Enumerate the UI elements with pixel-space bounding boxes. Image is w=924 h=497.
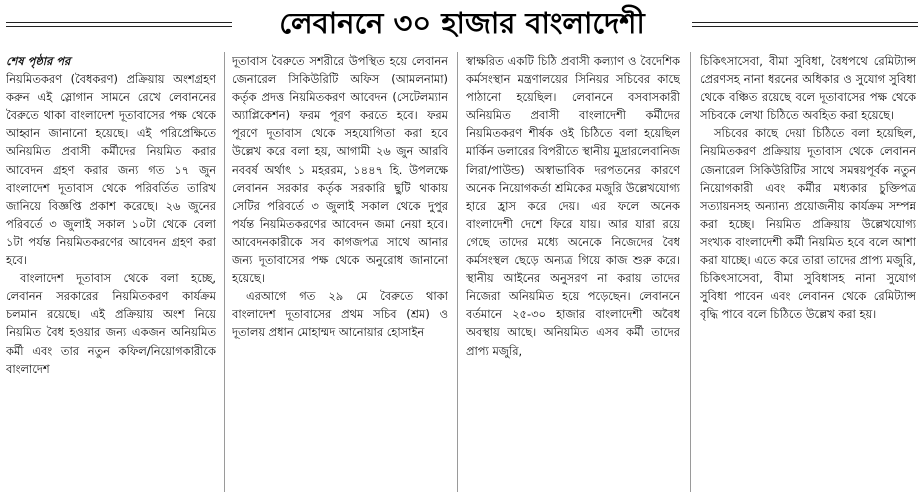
headline-rule-right	[692, 22, 918, 23]
article-column-3	[466, 52, 680, 492]
continued-from-kicker: শেষ পৃষ্ঠার পর	[6, 54, 71, 68]
headline-rule-right-lower	[692, 26, 918, 27]
column-divider	[224, 52, 225, 492]
column-divider	[690, 52, 691, 492]
column-4-paragraph-1: চিকিৎসাসেবা, বীমা সুবিধা, বৈধপথে রেমিট্যান্স প্রেরণসহ নানা ধরনের অধিকার ও সুযোগ সুবিধা থেকে বঞ্চিত রয়েছে বলে দূতাবাসের পক্ষ থেকে সচিবকে লেখা চিঠিতে অবহিত করা হয়েছে।	[700, 54, 916, 123]
headline-rule-left	[6, 22, 232, 23]
headline-rule-left-lower	[6, 26, 232, 27]
headline-bar	[0, 0, 924, 46]
article-column-4	[700, 52, 916, 492]
column-2-paragraph-2: এরআগে গত ২৯ মে বৈরুতে থাকা বাংলাদেশ দূতাবাসের প্রথম সচিব (শ্রম) ও দূতালয় প্রধান মোহাম্মদ আনোয়ার হোসাইন	[232, 289, 448, 340]
column-1-paragraph-2: বাংলাদেশ দূতাবাস থেকে বলা হচ্ছে, লেবানন সরকারের নিয়মিতকরণ কার্যক্রম চলমান রয়েছে। এই প্রক্রিয়ায় অংশ নিয়ে নিয়মিত বৈধ হওয়ার জন্য একজন অনিয়মিত কর্মী এবং তার নতুন কফিল/নিয়োগকারীকে বাংলাদেশ	[6, 271, 216, 376]
article-column-2	[232, 52, 448, 492]
column-1-paragraph-1: নিয়মিতকরণ (বৈধকরণ) প্রক্রিয়ায় অংশগ্রহণ করুন এই স্লোগান সামনে রেখে লেবাননের বৈরুতে থাকা বাংলাদেশ দূতাবাসের পক্ষ থেকে আহ্বান জানানো হয়েছে। এই পরিপ্রেক্ষিতে অনিয়মিত প্রবাসী কর্মীদের নিয়মিত করার আবেদন গ্রহণ করার জন্য গত ১৭ জুন বাংলাদেশ দূতাবাস থেকে পরিবর্তিত তারিখ জানিয়ে বিজ্ঞপ্তি প্রকাশ করেছে। ২৬ জুনের পরিবর্তে ৩ জুলাই সকাল ১০টা থেকে বেলা ১টা পর্যন্ত নিয়মিতকরণের আবেদন গ্রহণ করা হবে।	[6, 72, 216, 268]
column-2-paragraph-1: দূতাবাস বৈরুতে সশরীরে উপস্থিত হয়ে লেবানন জেনারেল সিকিউরিটি অফিস (আমলনামা) কর্তৃক প্রদত্ত নিয়মিতকরণ আবেদন (সেটেলম্যান অ্যাপ্লিকেশন) ফরম পূরণ করতে হবে। ফরম পূরণে দূতাবাস থেকে সহযোগিতা করা হবে উল্লেখ করে বলা হয়, আগামী ২৬ জুন আরবি নববর্ষ অর্থাৎ ১ মহররম, ১৪৪৭ হি. উপলক্ষে লেবানন সরকার কর্তৃক সরকারি ছুটি থাকায় সেটির পরিবর্তে ৩ জুলাই সকাল থেকে দুপুর পর্যন্ত নিয়মিতকরণের আবেদন জমা নেয়া হবে। আবেদনকারীকে সব কাগজপত্র সাথে আনার জন্য দূতাবাসের পক্ষ থেকে অনুরোধ জানানো হয়েছে।	[232, 54, 448, 286]
column-4-paragraph-2: সচিবের কাছে দেয়া চিঠিতে বলা হয়েছিল, নিয়মিতকরণ প্রক্রিয়ায় দূতাবাস থেকে লেবানন জেনারেল সিকিউরিটির সাথে সমন্বয়পূর্বক নতুন নিয়োগকারী এবং কর্মীর মধ্যকার চুক্তিপত্র সত্যায়নসহ অন্যান্য প্রয়োজনীয় কার্যক্রম সম্পন্ন করা হচ্ছে। নিয়মিত প্রক্রিয়ায় উল্লেখযোগ্য সংখ্যক বাংলাদেশী কর্মী নিয়মিত হবে বলে আশা করা যাচ্ছে। এতে করে তারা তাদের প্রাপ্য মজুরি, চিকিৎসাসেবা, বীমা সুবিধাসহ নানা সুযোগ সুবিধা পাবেন এবং লেবানন থেকে রেমিট্যান্স বৃদ্ধি পাবে বলে চিঠিতে উল্লেখ করা হয়।	[700, 126, 916, 322]
column-3-paragraph-1: স্বাক্ষরিত একটি চিঠি প্রবাসী কল্যাণ ও বৈদেশিক কর্মসংস্থান মন্ত্রণালয়ের সিনিয়র সচিবের কাছে পাঠানো হয়েছিল। লেবাননে বসবাসকারী অনিয়মিত প্রবাসী বাংলাদেশী কর্মীদের নিয়মিতকরণ শীর্ষক ওই চিঠিতে বলা হয়েছিল মার্কিন ডলারের বিপরীতে স্থানীয় মুদ্রারলেবানিজ লিরা/পাউন্ড) অস্বাভাবিক দরপতনের কারণে অনেক নিয়োগকর্তা শ্রমিকের মজুরি উল্লেখযোগ্য হারে হ্রাস করে দেয়। এর ফলে অনেক বাংলাদেশী দেশে ফিরে যায়। আর যারা রয়ে গেছে তাদের মধ্যে অনেকে নিজেদের বৈধ কর্মসংস্থল ছেড়ে অন্যত্র গিয়ে কাজ শুরু করে। স্থানীয় আইনের অনুসরণ না করায় তাদের নিজেরা অনিয়মিত হয়ে পড়েছেন। লেবাননে বর্তমানে ২৫-৩০ হাজার বাংলাদেশী অবৈধ অবস্থায় আছে। অনিয়মিত এসব কর্মী তাদের প্রাপ্য মজুরি,	[466, 54, 680, 358]
column-divider	[457, 52, 458, 492]
article-column-1	[6, 52, 216, 492]
headline: লেবাননে ৩০ হাজার বাংলাদেশী	[279, 6, 645, 40]
